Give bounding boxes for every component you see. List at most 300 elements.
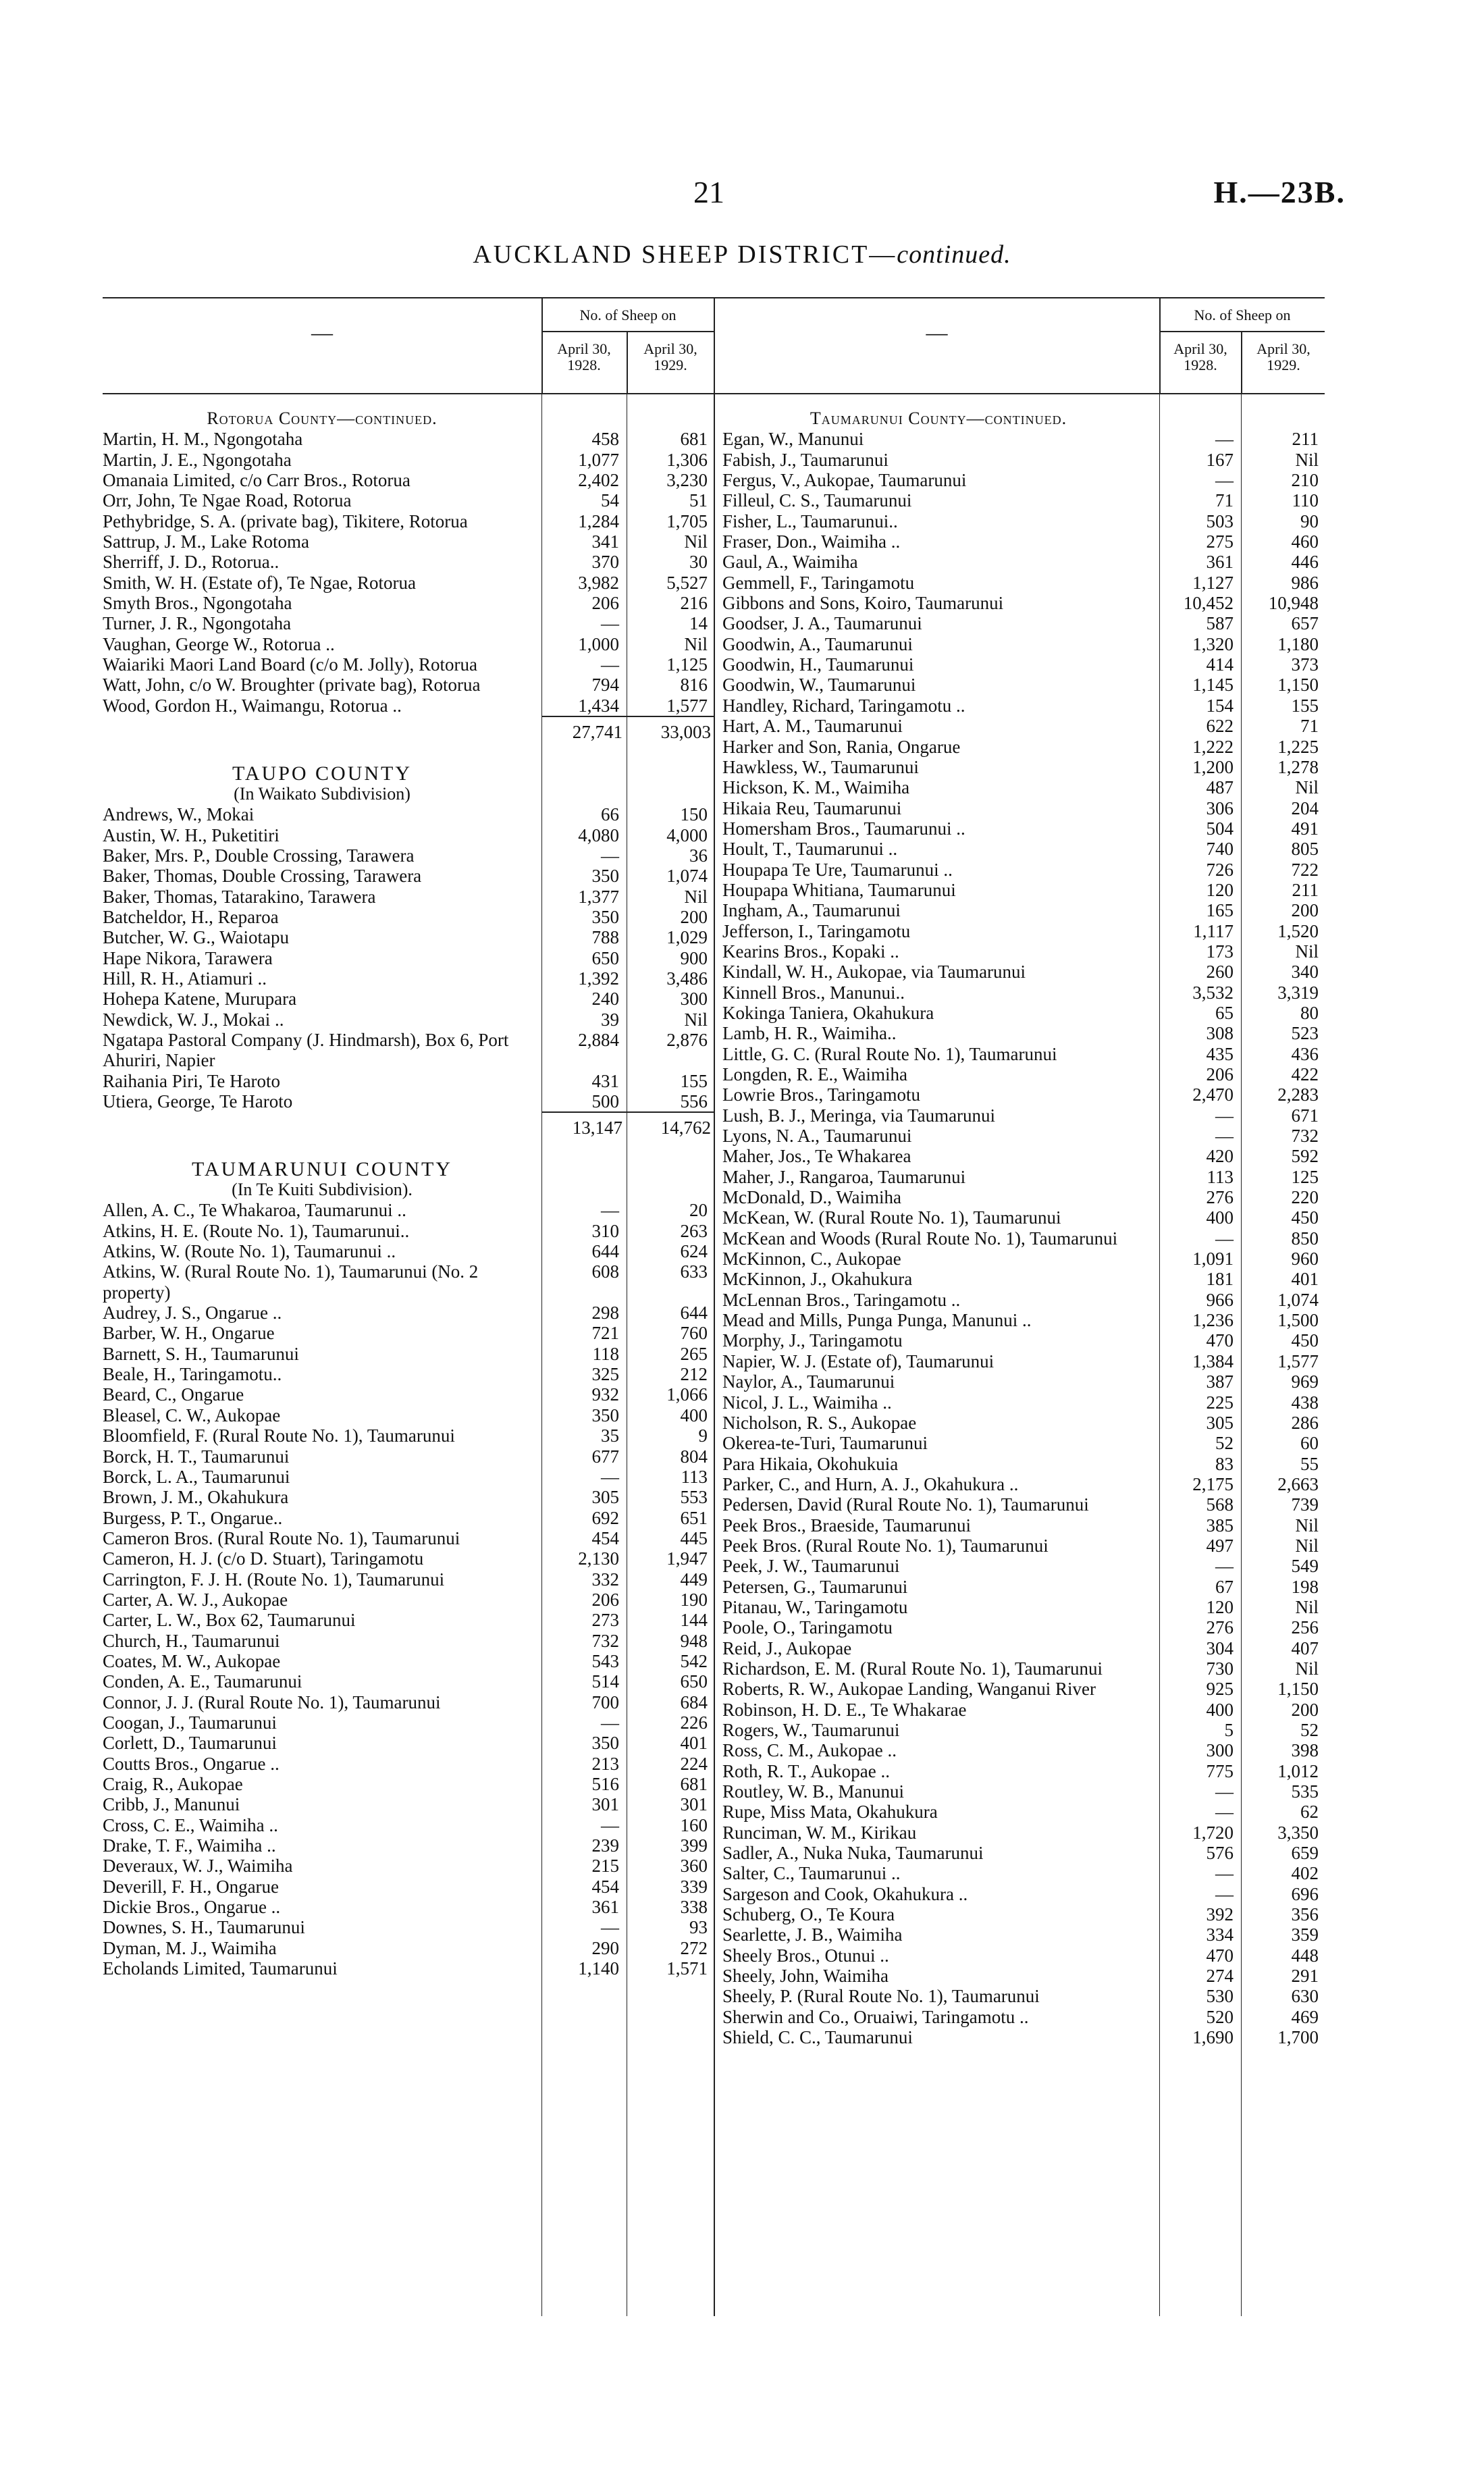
sheep-1929: 739: [1291, 1494, 1319, 1515]
sheep-1928: —: [601, 654, 619, 675]
right-column: [722, 409, 1323, 2048]
rotorua-county-heading: [103, 409, 541, 429]
owner-name: Sattrup, J. M., Lake Rotoma: [103, 531, 309, 552]
spacer: [103, 1138, 710, 1159]
right-header-top-rule: [714, 297, 1325, 298]
sheep-1929: Nil: [1295, 941, 1319, 962]
table-row: [722, 1433, 1323, 1453]
sheep-1928: 1,222: [1192, 736, 1234, 757]
sheep-1928: 35: [601, 1425, 619, 1446]
sheep-1929: 681: [680, 429, 708, 450]
sheep-1928: 308: [1206, 1023, 1234, 1044]
table-row: [103, 511, 710, 531]
sheep-1929: 10,948: [1268, 593, 1319, 614]
table-row: [103, 450, 710, 470]
sheep-1929: 657: [1291, 613, 1319, 634]
owner-name: Butcher, W. G., Waiotapu: [103, 927, 289, 948]
owner-name: Goodser, J. A., Taumarunui: [722, 613, 922, 634]
table-row: [103, 675, 710, 695]
owner-name: Newdick, W. J., Mokai ..: [103, 1009, 284, 1030]
sheep-1929: 644: [680, 1303, 708, 1324]
district-title: [0, 240, 1484, 269]
table-row: [103, 1774, 710, 1794]
sheep-1928: 1,284: [578, 510, 619, 531]
table-row: [722, 573, 1323, 593]
owner-name: Ross, C. M., Aukopae ..: [722, 1740, 897, 1761]
table-row: [103, 866, 710, 886]
table-row: [103, 1091, 710, 1111]
table-row: [722, 1187, 1323, 1207]
owner-name: Lowrie Bros., Taringamotu: [722, 1084, 921, 1105]
table-row: [103, 1200, 710, 1220]
left-header-mid-rule: [542, 331, 714, 332]
table-row: [103, 1610, 710, 1630]
district-title-main: AUCKLAND SHEEP DISTRICT—: [473, 240, 897, 269]
owner-name: Gemmell, F., Taringamotu: [722, 572, 915, 593]
sheep-1929: 650: [680, 1671, 708, 1692]
sheep-1929: 960: [1291, 1249, 1319, 1269]
table-row: [103, 552, 710, 572]
table-row: [103, 1508, 710, 1528]
owner-name: Searlette, J. B., Waimiha: [722, 1924, 903, 1945]
sheep-1928: 305: [1206, 1412, 1234, 1433]
sheep-1929: 760: [680, 1323, 708, 1344]
owner-name: Rupe, Miss Mata, Okahukura: [722, 1802, 938, 1823]
table-row: [722, 1823, 1323, 1843]
table-row: [722, 962, 1323, 982]
sheep-1928: 692: [591, 1507, 619, 1528]
sheep-1928: 54: [601, 490, 619, 511]
sheep-1929: 272: [680, 1937, 708, 1958]
sheep-1929: 300: [680, 989, 708, 1010]
owner-name: Kokinga Taniera, Okahukura: [722, 1002, 934, 1023]
owner-name: Houpapa Whitiana, Taumarunui: [722, 879, 956, 900]
owner-name: Beale, H., Taringamotu..: [103, 1364, 282, 1385]
sheep-1928: —: [1215, 1556, 1234, 1577]
owner-name: Hoult, T., Taumarunui ..: [722, 839, 898, 860]
sheep-1929: 80: [1300, 1002, 1319, 1023]
sheep-1928: 298: [591, 1303, 619, 1324]
sheep-1929: 491: [1291, 818, 1319, 839]
left-header-no-sheep: No. of Sheep on: [579, 307, 677, 323]
sheep-1928: 1,117: [1193, 920, 1234, 941]
owner-name: Naylor, A., Taumarunui: [722, 1371, 895, 1392]
sheep-1928: 1,140: [578, 1958, 619, 1979]
owner-name: Roberts, R. W., Aukopae Landing, Wanganui River: [722, 1679, 1096, 1700]
taupo-total-row: [103, 1111, 710, 1138]
sheep-1928: 2,130: [578, 1548, 619, 1569]
sheep-1928: 730: [1206, 1658, 1234, 1679]
table-row: [103, 1794, 710, 1814]
table-row: [722, 696, 1323, 716]
sheep-1929: 1,029: [666, 927, 708, 948]
sheep-1929: 340: [1291, 962, 1319, 983]
sheep-1929: 900: [680, 947, 708, 968]
owner-name: Jefferson, I., Taringamotu: [722, 920, 911, 941]
sheep-1929: 226: [680, 1712, 708, 1733]
sheep-1929: Nil: [684, 531, 708, 552]
sheep-1928: 275: [1206, 531, 1234, 552]
sheep-1929: 722: [1291, 859, 1319, 880]
sheep-1928: 520: [1206, 2006, 1234, 2027]
table-row: [722, 1556, 1323, 1576]
sheep-1929: Nil: [1295, 449, 1319, 470]
sheep-1928: 576: [1206, 1843, 1234, 1864]
sheep-1929: 804: [680, 1446, 708, 1467]
sheep-1928: 1,320: [1192, 633, 1234, 654]
table-row: [103, 1425, 710, 1446]
table-row: [103, 429, 710, 449]
owner-name: Little, G. C. (Rural Route No. 1), Taumarunui: [722, 1043, 1057, 1064]
table-row: [722, 1269, 1323, 1289]
owner-name: Sheely, P. (Rural Route No. 1), Taumarunui: [722, 1986, 1040, 2007]
sheep-1929: 256: [1291, 1617, 1319, 1638]
sheep-1928: 305: [591, 1487, 619, 1508]
sheep-1929: 60: [1300, 1433, 1319, 1454]
sheep-1928: —: [601, 613, 619, 634]
sheep-1929: 52: [1300, 1720, 1319, 1740]
sheep-1929: 1,705: [666, 510, 708, 531]
owner-name: Longden, R. E., Waimiha: [722, 1064, 908, 1084]
table-row: [722, 1945, 1323, 1966]
sheep-1928: 568: [1206, 1494, 1234, 1515]
table-row: [722, 593, 1323, 613]
table-row: [103, 470, 710, 490]
owner-name: Lamb, H. R., Waimiha..: [722, 1023, 897, 1044]
table-row: [103, 696, 710, 716]
sheep-1928: 301: [591, 1794, 619, 1815]
sheep-1928: 370: [591, 552, 619, 573]
table-row: [103, 531, 710, 552]
rotorua-rows: [103, 429, 710, 716]
owner-name: Baker, Mrs. P., Double Crossing, Tarawera: [103, 845, 415, 866]
sheep-1928: 67: [1215, 1576, 1234, 1597]
sheep-1929: 630: [1291, 1986, 1319, 2007]
owner-name: Austin, W. H., Puketitiri: [103, 824, 280, 845]
table-row: [103, 1487, 710, 1507]
sheep-1928: 503: [1206, 510, 1234, 531]
sheep-1928: 454: [591, 1876, 619, 1897]
owner-name: Lyons, N. A., Taumarunui: [722, 1126, 912, 1147]
owner-name: Orr, John, Te Ngae Road, Rotorua: [103, 490, 352, 511]
sheep-1929: 399: [680, 1835, 708, 1856]
sheep-1928: 514: [591, 1671, 619, 1692]
owner-name: Richardson, E. M. (Rural Route No. 1), Taumarunui: [722, 1658, 1103, 1679]
table-row: [722, 798, 1323, 818]
owner-name: Coogan, J., Taumarunui: [103, 1712, 277, 1733]
taumarunui-continued-heading-text: Taumarunui County—continued.: [810, 409, 1067, 428]
taupo-total-1929: 14,762: [660, 1118, 711, 1138]
sheep-1928: 3,532: [1192, 982, 1234, 1003]
sheep-1928: 794: [591, 675, 619, 696]
owner-name: Hart, A. M., Taumarunui: [722, 716, 903, 737]
sheep-1929: 291: [1291, 1966, 1319, 1987]
table-row: [103, 1010, 710, 1030]
owner-name: Peek Bros. (Rural Route No. 1), Taumarunui: [722, 1535, 1049, 1556]
sheep-1928: 387: [1206, 1371, 1234, 1392]
table-row: [722, 2027, 1323, 2047]
table-row: [103, 1917, 710, 1937]
sheep-1929: 1,150: [1277, 1679, 1319, 1700]
sheep-1928: 325: [591, 1364, 619, 1385]
sheep-1929: 1,278: [1277, 756, 1319, 777]
sheep-1929: 402: [1291, 1863, 1319, 1884]
sheep-1929: 1,571: [666, 1958, 708, 1979]
table-row: [722, 1740, 1323, 1760]
table-row: [103, 1835, 710, 1856]
sheep-1928: 260: [1206, 962, 1234, 983]
sheep-1928: 677: [591, 1446, 619, 1467]
sheep-1928: 2,402: [578, 470, 619, 491]
sheep-1928: 721: [591, 1323, 619, 1344]
owner-name: Martin, J. E., Ngongotaha: [103, 449, 292, 470]
left-column: [103, 409, 710, 1979]
sheep-1928: 173: [1206, 941, 1234, 962]
owner-name: Audrey, J. S., Ongarue ..: [103, 1303, 282, 1324]
table-row: [103, 1303, 710, 1323]
sheep-1928: 400: [1206, 1207, 1234, 1228]
sheep-1928: 165: [1206, 900, 1234, 921]
owner-name: Sheely, John, Waimiha: [722, 1966, 889, 1987]
owner-name: Bleasel, C. W., Aukopae: [103, 1405, 281, 1425]
sheep-1929: 553: [680, 1487, 708, 1508]
sheep-1929: 4,000: [666, 824, 708, 845]
sheep-1928: 1,077: [578, 449, 619, 470]
owner-name: Borck, H. T., Taumarunui: [103, 1446, 290, 1467]
sheep-1928: —: [1215, 1802, 1234, 1823]
owner-name: Sadler, A., Nuka Nuka, Taumarunui: [722, 1843, 984, 1864]
sheep-1928: —: [601, 845, 619, 866]
sheep-1928: 587: [1206, 613, 1234, 634]
sheep-1929: 535: [1291, 1781, 1319, 1802]
sheep-1929: 373: [1291, 654, 1319, 675]
table-row: [722, 675, 1323, 695]
sheep-1929: 338: [680, 1897, 708, 1918]
owner-name: Handley, Richard, Taringamotu ..: [722, 695, 965, 716]
owner-name: Petersen, G., Taumarunui: [722, 1576, 908, 1597]
table-row: [103, 1712, 710, 1733]
table-row: [103, 887, 710, 907]
owner-name: Drake, T. F., Waimiha ..: [103, 1835, 276, 1856]
sheep-1929: 732: [1291, 1126, 1319, 1147]
sheep-1929: 651: [680, 1507, 708, 1528]
owner-name: Smyth Bros., Ngongotaha: [103, 593, 292, 614]
table-row: [722, 1802, 1323, 1822]
sheep-1929: 2,876: [666, 1029, 708, 1050]
right-col1-divider: [1241, 331, 1242, 393]
table-row: [103, 825, 710, 845]
sheep-1929: 398: [1291, 1740, 1319, 1761]
table-row: [103, 907, 710, 927]
owner-name: Craig, R., Aukopae: [103, 1774, 243, 1794]
sheep-1929: 684: [680, 1692, 708, 1712]
sheep-1929: 160: [680, 1814, 708, 1835]
sheep-1928: —: [601, 1200, 619, 1221]
sheep-1929: 1,500: [1277, 1310, 1319, 1331]
table-row: [103, 1446, 710, 1467]
sheep-1928: 213: [591, 1753, 619, 1774]
sheep-1929: 460: [1291, 531, 1319, 552]
sheep-1928: 530: [1206, 1986, 1234, 2007]
owner-name: Poole, O., Taringamotu: [722, 1617, 893, 1638]
sheep-1928: —: [1215, 429, 1234, 450]
sheep-1928: 644: [591, 1241, 619, 1262]
owner-name: Ngatapa Pastoral Company (J. Hindmarsh), Box 6, Port Ahuriri, Napier: [103, 1029, 509, 1071]
owner-name: Church, H., Taumarunui: [103, 1630, 280, 1651]
taupo-county-subheading: (In Waikato Subdivision): [234, 783, 410, 804]
owner-name: Borck, L. A., Taumarunui: [103, 1466, 290, 1487]
sheep-1929: 633: [680, 1261, 708, 1282]
sheep-1929: 1,074: [1277, 1289, 1319, 1310]
sheep-1928: 516: [591, 1774, 619, 1794]
owner-name: Egan, W., Manunui: [722, 429, 864, 450]
sheep-1928: 740: [1206, 839, 1234, 860]
owner-name: Gibbons and Sons, Koiro, Taumarunui: [722, 593, 1004, 614]
owner-name: McKean and Woods (Rural Route No. 1), Taumarunui: [722, 1228, 1118, 1249]
table-row: [722, 1330, 1323, 1351]
sheep-1929: 1,577: [1277, 1351, 1319, 1371]
sheep-1928: 487: [1206, 777, 1234, 798]
sheep-1928: 300: [1206, 1740, 1234, 1761]
sheep-1929: 400: [680, 1405, 708, 1425]
rotorua-county-heading-text: Rotorua County—continued.: [207, 409, 438, 428]
sheep-1929: 360: [680, 1856, 708, 1877]
table-row: [103, 490, 710, 510]
owner-name: Fraser, Don., Waimiha ..: [722, 531, 901, 552]
table-row: [722, 1679, 1323, 1699]
sheep-1928: 1,384: [1192, 1351, 1234, 1371]
owner-name: Napier, W. J. (Estate of), Taumarunui: [722, 1351, 995, 1371]
sheep-1928: —: [601, 1712, 619, 1733]
sheep-1929: 210: [1291, 470, 1319, 491]
owner-name: Kindall, W. H., Aukopae, via Taumarunui: [722, 962, 1026, 983]
owner-name: McDonald, D., Waimiha: [722, 1187, 902, 1208]
sheep-1928: 431: [591, 1070, 619, 1091]
owner-name: Cameron, H. J. (c/o D. Stuart), Taringamotu: [103, 1548, 424, 1569]
table-row: [722, 1167, 1323, 1187]
sheep-1928: 454: [591, 1527, 619, 1548]
owner-name: Dickie Bros., Ongarue ..: [103, 1897, 281, 1918]
owner-name: Mead and Mills, Punga Punga, Manunui ..: [722, 1310, 1032, 1331]
table-row: [722, 1249, 1323, 1269]
owner-name: Sherriff, J. D., Rotorua..: [103, 552, 280, 573]
owner-name: Coutts Bros., Ongarue ..: [103, 1753, 280, 1774]
table-row: [722, 839, 1323, 859]
table-row: [722, 1454, 1323, 1474]
taumarunui-county-subheading: (In Te Kuiti Subdivision).: [232, 1180, 413, 1200]
table-row: [722, 983, 1323, 1003]
sheep-1929: 62: [1300, 1802, 1319, 1823]
sheep-1928: 385: [1206, 1515, 1234, 1536]
sheep-1928: 435: [1206, 1043, 1234, 1064]
table-row: [722, 511, 1323, 531]
table-row: [103, 927, 710, 947]
sheep-1929: 51: [689, 490, 708, 511]
sheep-1928: 732: [591, 1630, 619, 1651]
sheep-1928: 52: [1215, 1433, 1234, 1454]
sheep-1929: 211: [1292, 429, 1319, 450]
table-row: [722, 613, 1323, 633]
sheep-1929: 469: [1291, 2006, 1319, 2027]
table-row: [722, 1781, 1323, 1802]
sheep-1929: 200: [1291, 1699, 1319, 1720]
sheep-1928: 4,080: [578, 824, 619, 845]
sheep-1928: 543: [591, 1650, 619, 1671]
owner-name: Homersham Bros., Taumarunui ..: [722, 818, 965, 839]
table-row: [722, 1474, 1323, 1494]
sheep-1929: Nil: [1295, 777, 1319, 798]
left-col1-divider: [627, 331, 628, 393]
table-row: [722, 1617, 1323, 1638]
sheep-1928: 113: [1207, 1166, 1234, 1187]
sheep-1928: 470: [1206, 1945, 1234, 1966]
sheep-1929: 549: [1291, 1556, 1319, 1577]
table-row: [722, 880, 1323, 900]
table-row: [103, 1569, 710, 1590]
taumarunui-left-rows: [103, 1200, 710, 1979]
owner-name: Burgess, P. T., Ongarue..: [103, 1507, 283, 1528]
sheep-1929: 224: [680, 1753, 708, 1774]
owner-name: McKinnon, C., Aukopae: [722, 1249, 901, 1269]
owner-name: Utiera, George, Te Haroto: [103, 1091, 293, 1111]
left-header-top-rule: [103, 297, 714, 298]
owner-name: Reid, J., Aukopae: [722, 1638, 852, 1658]
taupo-total-rule: [541, 1111, 714, 1113]
table-row: [722, 1084, 1323, 1105]
sheep-1928: 66: [601, 804, 619, 825]
sheep-1929: 110: [1292, 490, 1319, 511]
sheep-1929: 407: [1291, 1638, 1319, 1658]
sheep-1928: 5: [1224, 1720, 1234, 1740]
owner-name: Lush, B. J., Meringa, via Taumarunui: [722, 1105, 996, 1126]
sheep-1928: 650: [591, 947, 619, 968]
owner-name: Gaul, A., Waimiha: [722, 552, 858, 573]
sheep-1928: —: [601, 1917, 619, 1938]
sheep-1929: 1,306: [666, 449, 708, 470]
taumarunui-county-heading: TAUMARUNUI COUNTY: [191, 1157, 453, 1180]
table-row: [722, 900, 1323, 920]
sheep-1928: 392: [1206, 1904, 1234, 1925]
sheep-1928: 206: [1206, 1064, 1234, 1084]
sheep-1929: 1,947: [666, 1548, 708, 1569]
table-row: [722, 1536, 1323, 1556]
sheep-1928: 206: [591, 1589, 619, 1610]
sheep-1928: 276: [1206, 1617, 1234, 1638]
sheep-1929: 671: [1291, 1105, 1319, 1126]
sheep-1929: 5,527: [666, 572, 708, 593]
sheep-1928: 966: [1206, 1289, 1234, 1310]
sheep-1929: 1,012: [1277, 1760, 1319, 1781]
table-row: [722, 1577, 1323, 1597]
owner-name: Hohepa Katene, Murupara: [103, 989, 297, 1010]
left-header-col1: April 30, 1928.: [557, 340, 611, 373]
owner-name: Martin, H. M., Ngongotaha: [103, 429, 303, 450]
sheep-1929: 450: [1291, 1330, 1319, 1351]
sheep-1929: 436: [1291, 1043, 1319, 1064]
table-row: [722, 1843, 1323, 1863]
sheep-1928: —: [1215, 1781, 1234, 1802]
document-code: H.—23B.: [1213, 175, 1346, 209]
owner-name: Shield, C. C., Taumarunui: [722, 2027, 913, 2048]
table-row: [722, 1986, 1323, 2006]
owner-name: Goodwin, A., Taumarunui: [722, 633, 913, 654]
table-row: [103, 613, 710, 633]
sheep-1928: 700: [591, 1692, 619, 1712]
sheep-1929: 624: [680, 1241, 708, 1262]
sheep-1928: 361: [1206, 552, 1234, 573]
sheep-1929: 948: [680, 1630, 708, 1651]
owner-name: Andrews, W., Mokai: [103, 804, 255, 825]
